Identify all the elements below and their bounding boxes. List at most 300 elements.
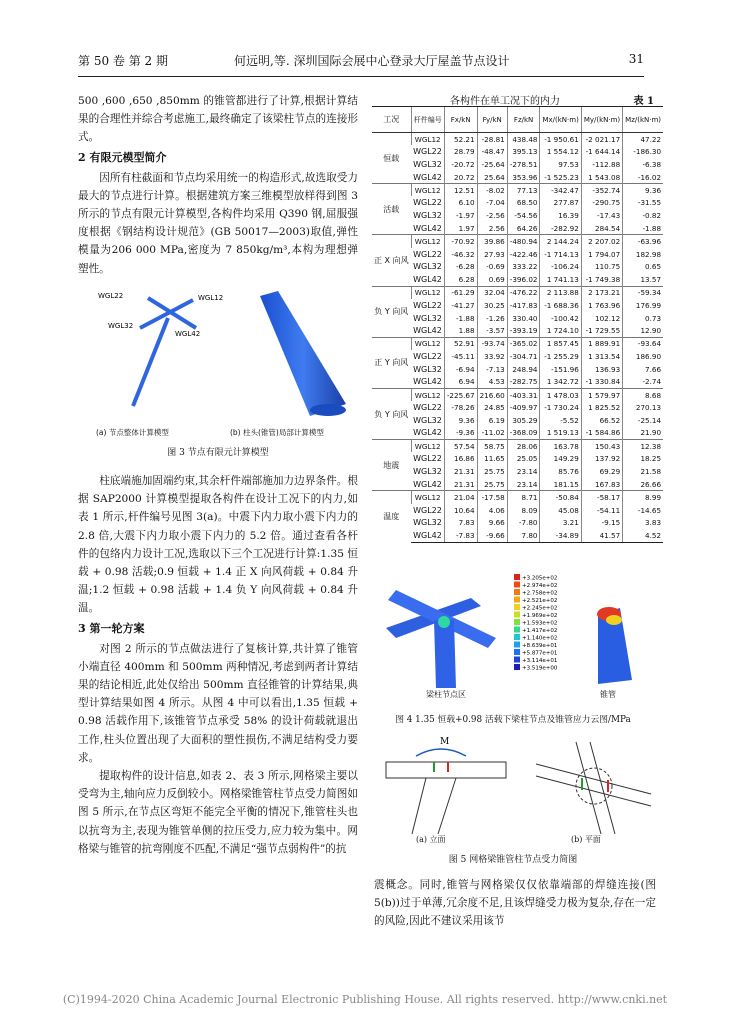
value-cell: 182.98 <box>623 248 663 261</box>
member-id-cell: WGL42 <box>413 377 442 387</box>
value-cell: 3.21 <box>540 516 581 529</box>
table-row <box>372 337 663 350</box>
page-header <box>78 52 644 74</box>
table-row <box>372 222 663 235</box>
member-id-cell: WGL12 <box>411 337 444 350</box>
fig5b-label: (b) 平面 <box>571 835 601 844</box>
value-cell: 0.69 <box>477 273 507 286</box>
value-cell: 58.75 <box>477 440 507 453</box>
value-cell: 0.65 <box>623 260 663 273</box>
value-cell: -100.42 <box>540 312 581 325</box>
table-row <box>372 286 663 299</box>
table-row <box>372 427 663 440</box>
value-cell: -7.13 <box>477 363 507 376</box>
value-cell: 33.92 <box>477 350 507 363</box>
value-cell: 20.72 <box>444 171 477 184</box>
value-cell: -1.26 <box>477 312 507 325</box>
member-id-cell: WGL22 <box>413 300 442 310</box>
column-header: 工况 <box>372 107 411 133</box>
legend-swatch <box>514 612 520 618</box>
legend-label: +1.417e+02 <box>522 628 558 634</box>
column-header: My/(kN·m) <box>581 107 622 133</box>
value-cell: 1 342.72 <box>540 376 581 389</box>
value-cell: 1 313.54 <box>581 350 622 363</box>
value-cell: 136.93 <box>581 363 622 376</box>
legend-label: +2.521e+02 <box>522 598 558 604</box>
value-cell: 305.29 <box>507 414 540 427</box>
value-cell: -41.27 <box>444 299 477 312</box>
value-cell: 68.50 <box>507 196 540 209</box>
legend-swatch <box>514 582 520 588</box>
cone-tube <box>260 291 346 416</box>
value-cell: -6.38 <box>623 158 663 171</box>
section-heading: 2 有限元模型简介 <box>78 150 167 164</box>
value-cell: -1 729.55 <box>581 324 622 337</box>
legend-swatch <box>514 627 520 633</box>
value-cell: 163.78 <box>540 440 581 453</box>
value-cell: 21.90 <box>623 427 663 440</box>
member-id-cell: WGL32 <box>413 415 442 425</box>
value-cell: -476.22 <box>507 286 540 299</box>
value-cell: -1 714.13 <box>540 248 581 261</box>
value-cell: -63.96 <box>623 235 663 248</box>
value-cell: 1 724.10 <box>540 324 581 337</box>
legend-label: +1.969e+02 <box>522 613 558 619</box>
paragraph: 因所有柱截面和节点均采用统一的构造形式,故选取受力最大的节点进行计算。根据建筑方案三维模型放样得到图 3 所示的节点有限元计算模型,各构件均采用 Q390 钢,屈服强度根据《钢结构设计规范》(GB 50017—2003)取值,弹性模量为206 000 MPa,密度为 7 850kg/m³,本构为理想弹塑性。 <box>78 171 358 275</box>
case-cell: 负 Y 向风 <box>372 388 411 439</box>
value-cell: 1.97 <box>444 222 477 235</box>
beam-plan <box>536 764 651 794</box>
value-cell: 333.22 <box>507 260 540 273</box>
value-cell: 1 741.13 <box>540 273 581 286</box>
beam-plan <box>590 742 615 834</box>
value-cell: 1 543.08 <box>581 171 622 184</box>
legend-swatch <box>514 642 520 648</box>
figure-3 <box>78 286 358 436</box>
legend-label: +2.974e+02 <box>522 583 558 589</box>
table-number: 表 1 <box>633 96 654 107</box>
case-cell: 正 X 向风 <box>372 235 411 286</box>
value-cell: 16.39 <box>540 209 581 222</box>
value-cell: 6.94 <box>444 376 477 389</box>
legend-label: +2.245e+02 <box>522 605 558 612</box>
value-cell: 1 889.91 <box>581 337 622 350</box>
value-cell: 4.52 <box>623 529 663 542</box>
value-cell: 7.80 <box>507 529 540 542</box>
figure-4-caption: 图 4 1.35 恒载+0.98 活载下梁柱节点及锥管应力云图/MPa <box>395 715 631 725</box>
value-cell: 330.40 <box>507 312 540 325</box>
member-id-cell: WGL32 <box>413 313 442 323</box>
value-cell: 6.28 <box>444 273 477 286</box>
table-row <box>372 273 663 286</box>
value-cell: -396.02 <box>507 273 540 286</box>
member-id-cell: WGL42 <box>413 172 442 182</box>
paragraph: 柱底端施加固端约束,其余杆件端部施加力边界条件。根据 SAP2000 计算模型提取各构件在设计工况下的内力,如表 1 所示,杆件编号见图 3(a)。中震下内力取小震下内力的 2.8 倍,大震下内力取小震下内力的 5.2 倍。通过查看各杆件的包络内力设计工况,选取以下三个工况进行计算:1.35 恒载 + 0.98 活载;0.9 恒载 + 1.4 正 X 向风荷载 + 0.84 升温;1.2 恒载 + 0.98 活载 + 1.4 负 Y 向风荷载 + 0.84 升温。 <box>78 475 358 615</box>
value-cell: 12.38 <box>623 440 663 453</box>
member-id-cell: WGL22 <box>413 351 442 361</box>
value-cell: 110.75 <box>581 260 622 273</box>
value-cell: 6.10 <box>444 196 477 209</box>
member-id-cell: WGL32 <box>413 518 442 528</box>
value-cell: 395.13 <box>507 145 540 158</box>
table-row <box>372 491 663 504</box>
value-cell: 26.66 <box>623 478 663 491</box>
value-cell: 4.06 <box>477 504 507 517</box>
value-cell: -278.51 <box>507 158 540 171</box>
value-cell: 1 579.97 <box>581 388 622 401</box>
column-member <box>133 318 168 406</box>
paragraph: 对图 2 所示的节点做法进行了复核计算,共计算了锥管小端直径 400mm 和 500mm 两种情况,考虑到两者计算结果的结论相近,此处仅给出 500mm 直径锥管的计算结果,典型计算结果如图 4 所示。从图 4 中可以看出,1.35 恒载 + 0.98 活载作用下,该锥管节点承受 58% 的设计荷载就退出工作,柱头位置出现了大面积的塑性损伤,不满足结构受力要求。 <box>78 642 358 764</box>
value-cell: 11.65 <box>477 452 507 465</box>
table-row <box>372 440 663 453</box>
value-cell: -186.30 <box>623 145 663 158</box>
value-cell: -16.02 <box>623 171 663 184</box>
value-cell: 52.21 <box>444 133 477 146</box>
table-row <box>372 248 663 261</box>
value-cell: -50.84 <box>540 491 581 504</box>
value-cell: 186.90 <box>623 350 663 363</box>
value-cell: 23.14 <box>507 478 540 491</box>
table-row <box>372 529 663 542</box>
value-cell: 8.68 <box>623 388 663 401</box>
value-cell: -61.29 <box>444 286 477 299</box>
table-row <box>372 465 663 478</box>
value-cell: -290.75 <box>581 196 622 209</box>
table-title: 各构件在单工况下的内力 <box>450 96 560 107</box>
value-cell: 30.25 <box>477 299 507 312</box>
value-cell: 270.13 <box>623 401 663 414</box>
value-cell: 41.57 <box>581 529 622 542</box>
value-cell: 57.54 <box>444 440 477 453</box>
moment-arrow <box>416 749 466 756</box>
value-cell: 1 857.45 <box>540 337 581 350</box>
legend-swatch <box>514 657 520 663</box>
value-cell: -409.97 <box>507 401 540 414</box>
value-cell: 64.26 <box>507 222 540 235</box>
beam-elevation <box>386 762 506 778</box>
table-1 <box>372 106 663 543</box>
table-row <box>372 196 663 209</box>
moment-label: M <box>440 737 450 747</box>
value-cell: -403.31 <box>507 388 540 401</box>
value-cell: 12.90 <box>623 324 663 337</box>
table-row <box>372 133 663 146</box>
legend-label: +8.639e+01 <box>522 643 558 649</box>
table-row <box>372 401 663 414</box>
value-cell: 10.64 <box>444 504 477 517</box>
value-cell: -58.17 <box>581 491 622 504</box>
value-cell: -45.11 <box>444 350 477 363</box>
beam-plan <box>536 776 651 806</box>
value-cell: -6.94 <box>444 363 477 376</box>
value-cell: 0.73 <box>623 312 663 325</box>
value-cell: 23.14 <box>507 465 540 478</box>
value-cell: 45.08 <box>540 504 581 517</box>
value-cell: 13.57 <box>623 273 663 286</box>
value-cell: 2 173.21 <box>581 286 622 299</box>
value-cell: -11.02 <box>477 427 507 440</box>
value-cell: 52.91 <box>444 337 477 350</box>
value-cell: -59.34 <box>623 286 663 299</box>
legend-label: +3.114e+01 <box>522 658 558 664</box>
value-cell: -352.74 <box>581 184 622 197</box>
value-cell: -2 021.17 <box>581 133 622 146</box>
value-cell: 137.92 <box>581 452 622 465</box>
legend-label: +2.758e+02 <box>522 590 558 597</box>
value-cell: 25.64 <box>477 171 507 184</box>
value-cell: 1 794.07 <box>581 248 622 261</box>
value-cell: 21.31 <box>444 465 477 478</box>
value-cell: -480.94 <box>507 235 540 248</box>
member-id-cell: WGL42 <box>411 529 444 542</box>
value-cell: -417.83 <box>507 299 540 312</box>
value-cell: -1.88 <box>444 312 477 325</box>
value-cell: -1 950.61 <box>540 133 581 146</box>
member-id-cell: WGL42 <box>413 326 442 336</box>
table-row <box>372 235 663 248</box>
label-wgl22: WGL22 <box>98 291 124 300</box>
table-row <box>372 145 663 158</box>
value-cell: -25.64 <box>477 158 507 171</box>
force-diagram <box>376 734 656 846</box>
value-cell: -9.36 <box>444 427 477 440</box>
value-cell: -46.32 <box>444 248 477 261</box>
value-cell: 25.75 <box>477 465 507 478</box>
value-cell: -304.71 <box>507 350 540 363</box>
section-heading: 3 第一轮方案 <box>78 621 145 635</box>
value-cell: 9.66 <box>477 516 507 529</box>
value-cell: 8.71 <box>507 491 540 504</box>
member-id-cell: WGL22 <box>413 403 442 413</box>
member-id-cell: WGL22 <box>413 249 442 259</box>
value-cell: -1 688.36 <box>540 299 581 312</box>
value-cell: -365.02 <box>507 337 540 350</box>
value-cell: 7.66 <box>623 363 663 376</box>
column-header: Mz/(kN·m) <box>623 107 663 133</box>
case-cell: 正 Y 向风 <box>372 337 411 388</box>
value-cell: -2.74 <box>623 376 663 389</box>
legend-swatch <box>514 649 520 655</box>
table-row <box>372 363 663 376</box>
value-cell: -393.19 <box>507 324 540 337</box>
value-cell: -93.74 <box>477 337 507 350</box>
value-cell: -1 584.86 <box>581 427 622 440</box>
table-row <box>372 209 663 222</box>
member-id-cell: WGL32 <box>413 364 442 374</box>
figure-5 <box>376 734 656 846</box>
member-id-cell: WGL12 <box>411 286 444 299</box>
value-cell: -225.67 <box>444 388 477 401</box>
label-wgl12: WGL12 <box>198 293 224 302</box>
table-row <box>372 504 663 517</box>
value-cell: -5.52 <box>540 414 581 427</box>
value-cell: -31.55 <box>623 196 663 209</box>
value-cell: -282.92 <box>540 222 581 235</box>
value-cell: 1 763.96 <box>581 299 622 312</box>
value-cell: -78.26 <box>444 401 477 414</box>
case-cell: 活载 <box>372 184 411 235</box>
member-id-cell: WGL22 <box>413 147 442 157</box>
value-cell: 9.36 <box>623 184 663 197</box>
value-cell: -70.92 <box>444 235 477 248</box>
member-id-cell: WGL12 <box>411 133 444 146</box>
member-id-cell: WGL32 <box>413 467 442 477</box>
value-cell: 39.86 <box>477 235 507 248</box>
value-cell: 353.96 <box>507 171 540 184</box>
fig4a-label: 梁柱节点区 <box>426 690 466 699</box>
value-cell: 102.12 <box>581 312 622 325</box>
running-title: 何远明,等. 深圳国际会展中心登录大厅屋盖节点设计 <box>234 54 510 68</box>
column-contour <box>434 620 456 688</box>
value-cell: -1 749.38 <box>581 273 622 286</box>
value-cell: -1 255.29 <box>540 350 581 363</box>
member-id-cell: WGL32 <box>413 262 442 272</box>
value-cell: 2 144.24 <box>540 235 581 248</box>
value-cell: 85.76 <box>540 465 581 478</box>
member-id-cell: WGL22 <box>413 505 442 515</box>
member-id-cell: WGL12 <box>411 235 444 248</box>
value-cell: -8.02 <box>477 184 507 197</box>
value-cell: -25.14 <box>623 414 663 427</box>
case-cell: 温度 <box>372 491 411 542</box>
case-cell: 恒载 <box>383 153 400 163</box>
value-cell: -9.66 <box>477 529 507 542</box>
value-cell: 28.06 <box>507 440 540 453</box>
value-cell: 248.94 <box>507 363 540 376</box>
table-row <box>372 478 663 491</box>
paragraph: 震概念。同时,锥管与网格梁仅仅依靠端部的焊缝连接(图 5(b))过于单薄,冗余度不足,且该焊缝受力极为复杂,存在一定的风险,因此不建议采用该节 <box>374 879 656 928</box>
value-cell: -1.97 <box>444 209 477 222</box>
value-cell: -17.43 <box>581 209 622 222</box>
value-cell: 69.29 <box>581 465 622 478</box>
legend-swatch <box>514 574 520 580</box>
table-row <box>372 350 663 363</box>
value-cell: -1 330.84 <box>581 376 622 389</box>
value-cell: 277.87 <box>540 196 581 209</box>
value-cell: 216.60 <box>477 388 507 401</box>
value-cell: -112.88 <box>581 158 622 171</box>
right-column-text <box>374 876 656 931</box>
fig3a-label: (a) 节点整体计算模型 <box>96 427 169 437</box>
member-id-cell: WGL32 <box>413 159 442 169</box>
column-header: 杆件编号 <box>411 107 444 133</box>
value-cell: -1 525.23 <box>540 171 581 184</box>
figure-3-caption: 图 3 节点有限元计算模型 <box>167 447 269 458</box>
table-row <box>372 324 663 337</box>
value-cell: -422.46 <box>507 248 540 261</box>
value-cell: 284.54 <box>581 222 622 235</box>
value-cell: 149.29 <box>540 452 581 465</box>
value-cell: 21.31 <box>444 478 477 491</box>
value-cell: 32.04 <box>477 286 507 299</box>
value-cell: -7.80 <box>507 516 540 529</box>
value-cell: 1 825.52 <box>581 401 622 414</box>
paragraph: 提取构件的设计信息,如表 2、表 3 所示,网格梁主要以受弯为主,轴向应力反倒较小。网格梁锥管柱节点受力简图如图 5 所示,在节点区弯矩不能完全平衡的情况下,锥管柱头也以抗弯为主,表现为锥管单侧的拉压受力,应力较为集中。网格梁与锥管的抗弯刚度不匹配,不满足“强节点弱构件”的抗 <box>78 770 358 855</box>
table-row <box>372 260 663 273</box>
value-cell: 2 113.88 <box>540 286 581 299</box>
value-cell: 4.53 <box>477 376 507 389</box>
legend-swatch <box>514 597 520 603</box>
legend-label: +1.593e+02 <box>522 620 558 627</box>
cone-elevation <box>412 778 456 834</box>
figure-4 <box>376 568 656 704</box>
value-cell: -14.65 <box>623 504 663 517</box>
value-cell: 21.04 <box>444 491 477 504</box>
value-cell: -151.96 <box>540 363 581 376</box>
figure-5-caption: 图 5 网格梁锥管柱节点受力简图 <box>448 855 578 865</box>
member-id-cell: WGL42 <box>413 274 442 284</box>
value-cell: -7.04 <box>477 196 507 209</box>
value-cell: 2 207.02 <box>581 235 622 248</box>
legend-label: +5.877e+01 <box>522 650 558 657</box>
value-cell: 16.86 <box>444 452 477 465</box>
value-cell: 167.83 <box>581 478 622 491</box>
fem-model-figure <box>78 286 358 426</box>
legend-swatch <box>514 634 520 640</box>
value-cell: 47.22 <box>623 133 663 146</box>
value-cell: 27.93 <box>477 248 507 261</box>
value-cell: 7.83 <box>444 516 477 529</box>
value-cell: 28.79 <box>444 145 477 158</box>
legend-label: +3.205e+02 <box>522 575 558 582</box>
table-row <box>372 312 663 325</box>
value-cell: -0.82 <box>623 209 663 222</box>
page-footer: (C)1994-2020 China Academic Journal Electronic Publishing House. All rights reserved. http://www.cnki.net <box>62 993 668 1006</box>
cone-warm-zone <box>606 615 622 625</box>
paragraph: 500 ,600 ,650 ,850mm 的锥管都进行了计算,根据计算结果的合理性并综合考虑施工,最终确定了该梁柱节点的连接形式。 <box>78 95 358 144</box>
value-cell: 181.15 <box>540 478 581 491</box>
case-cell: 地震 <box>372 440 411 491</box>
value-cell: -368.09 <box>507 427 540 440</box>
header-rule <box>78 76 644 77</box>
member-id-cell: WGL12 <box>411 440 444 453</box>
value-cell: -1 644.14 <box>581 145 622 158</box>
table-row <box>372 414 663 427</box>
member-id-cell: WGL42 <box>413 428 442 438</box>
value-cell: -0.69 <box>477 260 507 273</box>
member-id-cell: WGL12 <box>411 491 444 504</box>
value-cell: -54.56 <box>507 209 540 222</box>
value-cell: 66.52 <box>581 414 622 427</box>
case-cell: 负 Y 向风 <box>372 286 411 337</box>
label-wgl42: WGL42 <box>175 329 201 338</box>
value-cell: 1 519.13 <box>540 427 581 440</box>
member-id-cell: WGL12 <box>411 184 444 197</box>
column-header: Mx/(kN·m) <box>540 107 581 133</box>
member-id-cell: WGL42 <box>413 479 442 489</box>
table-row <box>372 184 663 197</box>
value-cell: -9.15 <box>581 516 622 529</box>
value-cell: 25.75 <box>477 478 507 491</box>
member-id-cell: WGL32 <box>413 211 442 221</box>
journal-volume: 第 50 卷 第 2 期 <box>78 54 168 68</box>
value-cell: 2.56 <box>477 222 507 235</box>
value-cell: 3.83 <box>623 516 663 529</box>
value-cell: -2.56 <box>477 209 507 222</box>
fig3b-label: (b) 柱头(锥管)局部计算模型 <box>230 427 324 437</box>
value-cell: -342.47 <box>540 184 581 197</box>
table-row <box>372 388 663 401</box>
value-cell: -1 730.24 <box>540 401 581 414</box>
value-cell: 18.25 <box>623 452 663 465</box>
value-cell: -20.72 <box>444 158 477 171</box>
value-cell: 97.53 <box>540 158 581 171</box>
member-id-cell: WGL22 <box>413 454 442 464</box>
fig5a-label: (a) 立面 <box>416 835 446 844</box>
fig4b-label: 锥管 <box>600 690 616 699</box>
value-cell: -34.89 <box>540 529 581 542</box>
value-cell: -3.57 <box>477 324 507 337</box>
